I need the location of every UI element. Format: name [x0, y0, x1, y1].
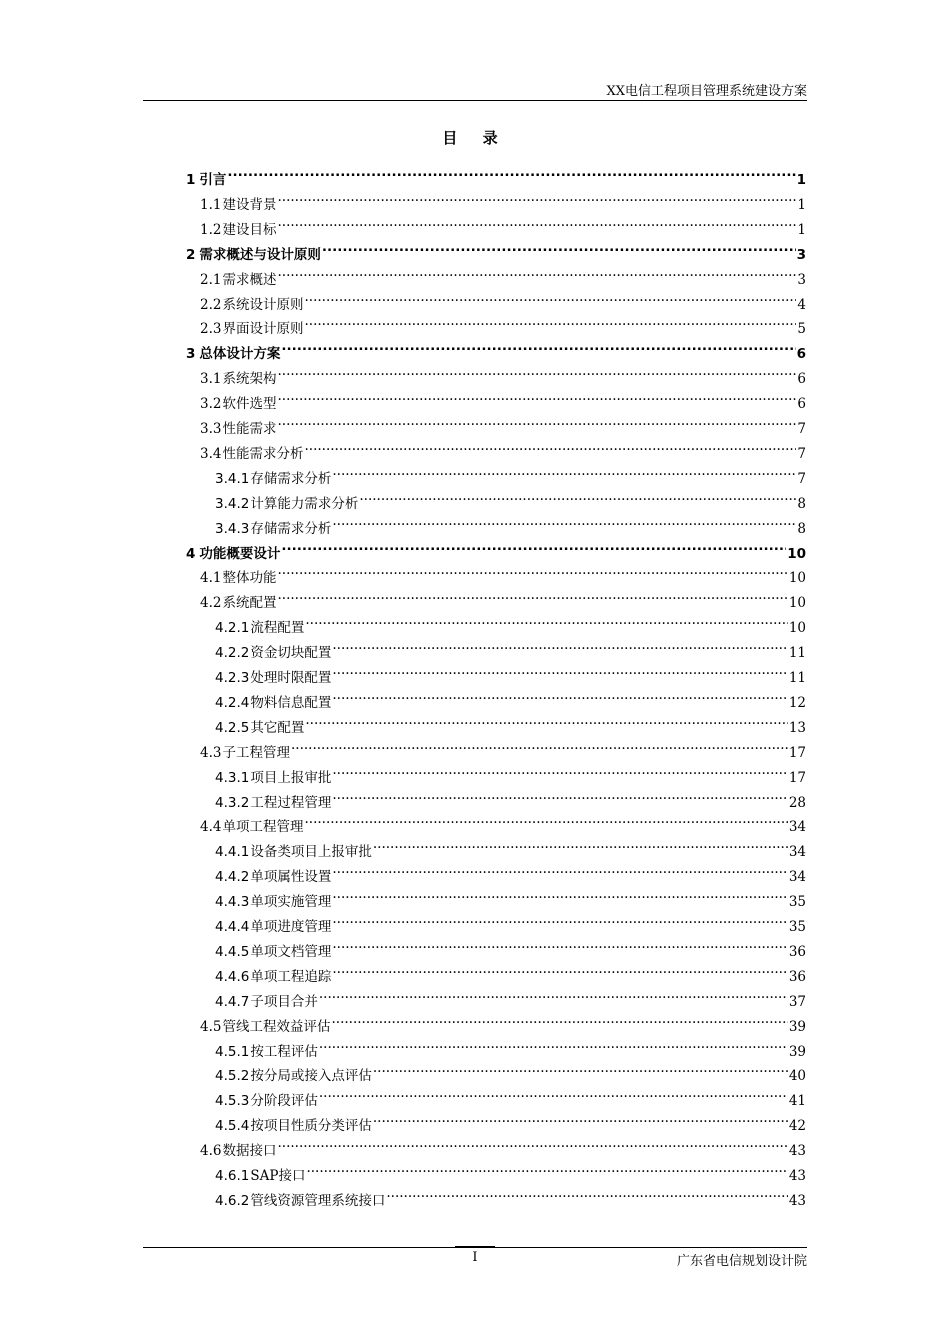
toc-entry-label: 引言	[199, 172, 227, 188]
toc-entry[interactable]	[215, 1056, 806, 1085]
dot-leader	[305, 708, 787, 732]
toc-entry[interactable]	[215, 907, 806, 935]
toc-entry-page: 6	[797, 371, 806, 388]
toc-entry-label: 建设背景	[222, 196, 277, 213]
dot-leader	[277, 583, 787, 607]
toc-entry-number: 4.4	[200, 819, 222, 836]
toc-entry-page: 43	[788, 1168, 806, 1184]
dot-leader	[277, 359, 796, 383]
toc-entry-number: 4.3.1	[215, 769, 250, 786]
dot-leader	[304, 434, 796, 458]
dot-leader	[332, 758, 787, 782]
toc-entry[interactable]	[215, 683, 806, 711]
dot-leader	[277, 210, 796, 234]
toc-entry-number: 2.1	[200, 271, 222, 288]
dot-leader	[277, 260, 796, 284]
dot-leader	[332, 683, 787, 707]
toc-entry-label: 系统设计原则	[222, 296, 304, 313]
dot-leader	[373, 1056, 788, 1080]
toc-entry-number: 4.3	[200, 744, 222, 761]
toc-entry[interactable]	[215, 484, 806, 512]
toc-entry-label: 计算能力需求分析	[250, 495, 359, 512]
toc-entry-number: 2	[186, 246, 196, 263]
toc-entry-page: 13	[788, 719, 806, 736]
header-title: XX电信工程项目管理系统建设方案	[606, 84, 807, 99]
toc-entry-label: 需求概述	[222, 271, 277, 288]
toc-entry-label: 数据接口	[222, 1143, 277, 1160]
toc-entry[interactable]	[200, 210, 806, 238]
toc-entry-number: 4.6.1	[215, 1168, 250, 1184]
toc-entry[interactable]	[186, 160, 806, 188]
dot-leader	[332, 459, 796, 483]
toc-entry-page: 7	[797, 470, 806, 487]
dot-leader	[319, 982, 788, 1006]
toc-entry-label: 性能需求分析	[222, 445, 304, 462]
dot-leader	[304, 807, 787, 831]
toc-entry-label: 功能概要设计	[199, 545, 281, 562]
toc-entry-label: 软件选型	[222, 396, 277, 413]
toc-entry-number: 2.3	[200, 321, 222, 338]
toc-entry-label: 系统架构	[222, 371, 277, 388]
toc-entry-label: 按工程评估	[250, 1043, 318, 1060]
dot-leader	[319, 1032, 788, 1056]
toc-entry[interactable]	[200, 309, 806, 338]
toc-entry-number: 3.4.2	[215, 495, 250, 512]
toc-entry-page: 1	[797, 196, 806, 213]
toc-entry[interactable]	[200, 359, 806, 388]
toc-entry-number: 4.2.5	[215, 719, 250, 736]
toc-entry-page: 4	[797, 296, 806, 313]
toc-entry[interactable]	[200, 384, 806, 413]
toc-entry-number: 4.5.2	[215, 1068, 250, 1085]
toc-entry-label: 子工程管理	[222, 744, 290, 761]
toc-entry[interactable]	[215, 633, 806, 662]
toc-entry-page: 17	[788, 769, 806, 786]
toc-entry-number: 2.2	[200, 296, 222, 313]
toc-entry-number: 4.6	[200, 1143, 222, 1160]
toc-entry[interactable]	[215, 783, 806, 811]
toc-entry-page: 5	[797, 321, 806, 338]
toc-entry-page: 43	[788, 1192, 806, 1209]
toc-entry[interactable]	[200, 1007, 806, 1035]
header-rule	[143, 100, 807, 101]
toc-entry[interactable]	[215, 608, 806, 637]
dot-leader	[277, 1131, 787, 1155]
toc-entry-label: 整体功能	[222, 570, 277, 587]
footer-page-number: I	[472, 1250, 478, 1265]
toc-entry-number: 4.1	[200, 570, 222, 587]
dot-leader	[332, 783, 787, 807]
toc-entry-number: 1.2	[200, 221, 222, 238]
toc-entry[interactable]	[215, 982, 806, 1010]
toc-entry-page: 28	[788, 794, 806, 811]
toc-entry-label: SAP接口	[250, 1168, 306, 1184]
toc-entry-number: 4	[186, 545, 196, 562]
toc-entry[interactable]	[215, 957, 806, 985]
toc-entry-label: 处理时限配置	[250, 670, 332, 686]
footer-rule-accent	[455, 1246, 495, 1248]
toc-entry-label: 按分局或接入点评估	[250, 1068, 372, 1085]
toc-entry-page: 11	[788, 645, 806, 662]
dot-leader	[332, 932, 787, 956]
toc-entry-page: 39	[788, 1018, 806, 1035]
toc-entry-label: 总体设计方案	[199, 346, 281, 363]
dot-leader	[306, 1156, 787, 1180]
dot-leader	[359, 484, 796, 508]
toc-entry[interactable]	[215, 857, 806, 886]
toc-entry-page: 10	[787, 545, 806, 562]
toc-entry-number: 3.4.1	[215, 470, 250, 487]
toc-entry-label: 物料信息配置	[250, 694, 332, 711]
toc-entry-label: 单项实施管理	[250, 894, 332, 911]
toc-entry-number: 4.5.1	[215, 1043, 250, 1060]
toc-entry-number: 3.1	[200, 371, 222, 388]
toc-entry[interactable]	[215, 459, 806, 487]
toc-entry-number: 4.4.4	[215, 919, 250, 935]
dot-leader	[331, 1007, 787, 1031]
toc-entry-label: 存储需求分析	[250, 520, 332, 537]
dot-leader	[277, 558, 787, 582]
toc-entry-number: 4.5.4	[215, 1118, 250, 1135]
toc-entry[interactable]	[186, 334, 806, 363]
toc-entry-label: 工程过程管理	[250, 794, 332, 811]
toc-entry[interactable]	[215, 509, 806, 537]
toc-entry-page: 42	[788, 1118, 806, 1135]
toc-entry[interactable]	[200, 558, 806, 587]
toc-entry[interactable]	[215, 832, 806, 861]
toc-entry-page: 34	[788, 819, 806, 836]
toc-entry-number: 4.6.2	[215, 1192, 250, 1209]
dot-leader	[304, 285, 796, 309]
toc-entry-page: 34	[788, 844, 806, 861]
toc-entry-page: 10	[788, 620, 806, 637]
dot-leader	[277, 384, 796, 408]
toc-entry-page: 3	[796, 246, 806, 263]
toc-entry-number: 4.4.5	[215, 943, 250, 960]
toc-entry-label: 建设目标	[222, 221, 277, 238]
toc-entry-label: 分阶段评估	[250, 1093, 318, 1110]
dot-leader	[277, 185, 796, 209]
toc-entry-page: 35	[788, 894, 806, 911]
toc-entry-number: 4.4.7	[215, 993, 250, 1010]
toc-entry[interactable]	[215, 758, 806, 786]
toc-entry-page: 10	[788, 570, 806, 587]
toc-entry[interactable]	[215, 708, 806, 736]
toc-entry-label: 子项目合并	[250, 993, 318, 1010]
toc-entry-number: 3.3	[200, 421, 222, 437]
toc-entry[interactable]	[200, 409, 806, 437]
dot-leader	[281, 334, 795, 358]
toc-entry[interactable]	[200, 434, 806, 462]
toc-entry-label: 管线工程效益评估	[222, 1018, 331, 1035]
toc-entry-page: 36	[788, 968, 806, 985]
toc-entry-label: 单项属性设置	[250, 869, 332, 886]
toc-entry-label: 流程配置	[250, 620, 305, 637]
toc-entry-number: 4.4.2	[215, 869, 250, 886]
toc-entry[interactable]	[200, 260, 806, 288]
toc-entry-page: 40	[788, 1068, 806, 1085]
toc-entry-label: 单项工程管理	[222, 819, 304, 836]
toc-entry-number: 4.5	[200, 1018, 222, 1035]
toc-entry-page: 6	[796, 346, 806, 363]
toc-entry-label: 存储需求分析	[250, 470, 332, 487]
dot-leader	[332, 633, 787, 657]
toc-entry-label: 管线资源管理系统接口	[250, 1192, 386, 1209]
toc-entry-page: 37	[788, 993, 806, 1010]
dot-leader	[227, 160, 795, 184]
toc-entry-label: 单项进度管理	[250, 919, 332, 935]
toc-entry[interactable]	[215, 932, 806, 960]
toc-entry-page: 7	[797, 421, 806, 437]
toc-entry-label: 单项文档管理	[250, 943, 332, 960]
toc-entry[interactable]	[200, 807, 806, 836]
toc-entry-page: 1	[796, 172, 806, 188]
toc-entry-number: 4.3.2	[215, 794, 250, 811]
dot-leader	[322, 235, 796, 259]
toc-entry-page: 3	[797, 271, 806, 288]
toc-entry[interactable]	[200, 733, 806, 761]
toc-entry-page: 1	[797, 221, 806, 238]
toc-entry[interactable]	[215, 1032, 806, 1060]
dot-leader	[319, 1081, 788, 1105]
toc-entry-number: 4.2.4	[215, 694, 250, 711]
dot-leader	[304, 309, 796, 333]
toc-entry-number: 4.2.3	[215, 670, 250, 686]
toc-entry-page: 10	[788, 595, 806, 612]
toc-entry[interactable]	[215, 1106, 806, 1135]
toc-entry-label: 性能需求	[222, 421, 277, 437]
toc-entry-number: 4.2	[200, 595, 222, 612]
toc-entry-label: 其它配置	[250, 719, 305, 736]
toc-entry[interactable]	[200, 185, 806, 213]
toc-entry-number: 3	[186, 346, 196, 363]
dot-leader	[373, 832, 788, 856]
toc-entry-page: 8	[797, 520, 806, 537]
toc-entry-page: 34	[788, 869, 806, 886]
toc-entry-page: 8	[797, 495, 806, 512]
dot-leader	[332, 658, 787, 682]
toc-entry[interactable]	[186, 534, 806, 562]
dot-leader	[332, 957, 787, 981]
dot-leader	[373, 1106, 788, 1130]
toc-entry-label: 按项目性质分类评估	[250, 1118, 372, 1135]
toc-entry-page: 41	[788, 1093, 806, 1110]
toc-entry-page: 7	[797, 445, 806, 462]
toc-entry-label: 设备类项目上报审批	[250, 844, 372, 861]
toc-entry[interactable]	[200, 1131, 806, 1160]
toc-entry[interactable]	[215, 1181, 806, 1209]
toc-entry[interactable]	[200, 583, 806, 612]
toc-entry-number: 4.5.3	[215, 1093, 250, 1110]
toc-entry-number: 3.4.3	[215, 520, 250, 537]
toc-entry-label: 单项工程追踪	[250, 968, 332, 985]
toc-entry-number: 1.1	[200, 196, 222, 213]
toc-entry-label: 界面设计原则	[222, 321, 304, 338]
dot-leader	[332, 907, 787, 931]
dot-leader	[332, 509, 796, 533]
toc-entry-number: 3.2	[200, 396, 222, 413]
dot-leader	[332, 857, 787, 881]
toc-entry-number: 4.2.2	[215, 645, 250, 662]
toc-entry-page: 39	[788, 1043, 806, 1060]
toc-entry[interactable]	[186, 235, 806, 263]
toc-entry-page: 11	[788, 670, 806, 686]
toc-entry[interactable]	[215, 1081, 806, 1110]
toc-entry-label: 项目上报审批	[250, 769, 332, 786]
dot-leader	[291, 733, 788, 757]
toc-entry[interactable]	[215, 882, 806, 911]
toc-entry-page: 43	[788, 1143, 806, 1160]
toc-title: 目 录	[442, 129, 508, 147]
toc-entry-page: 36	[788, 943, 806, 960]
toc-entry-number: 4.4.3	[215, 894, 250, 911]
toc-entry-label: 资金切块配置	[250, 645, 332, 662]
toc-entry[interactable]	[200, 285, 806, 313]
toc-entry[interactable]	[215, 658, 806, 686]
toc-entry-page: 6	[797, 396, 806, 413]
toc-entry-number: 3.4	[200, 445, 222, 462]
footer-organization: 广东省电信规划设计院	[676, 1254, 807, 1269]
toc-entry-page: 35	[788, 919, 806, 935]
toc-entry-label: 系统配置	[222, 595, 277, 612]
toc-entry-page: 12	[788, 694, 806, 711]
dot-leader	[332, 882, 787, 906]
toc-entry-number: 1	[186, 172, 196, 188]
toc-entry-page: 17	[788, 744, 806, 761]
dot-leader	[305, 608, 787, 632]
toc-entry[interactable]	[215, 1156, 806, 1184]
dot-leader	[277, 409, 796, 433]
toc-entry-label: 需求概述与设计原则	[199, 246, 321, 263]
toc-entry-number: 4.4.6	[215, 968, 250, 985]
toc-entry-number: 4.4.1	[215, 844, 250, 861]
dot-leader	[386, 1181, 787, 1205]
toc-entry-number: 4.2.1	[215, 620, 250, 637]
dot-leader	[281, 534, 786, 558]
